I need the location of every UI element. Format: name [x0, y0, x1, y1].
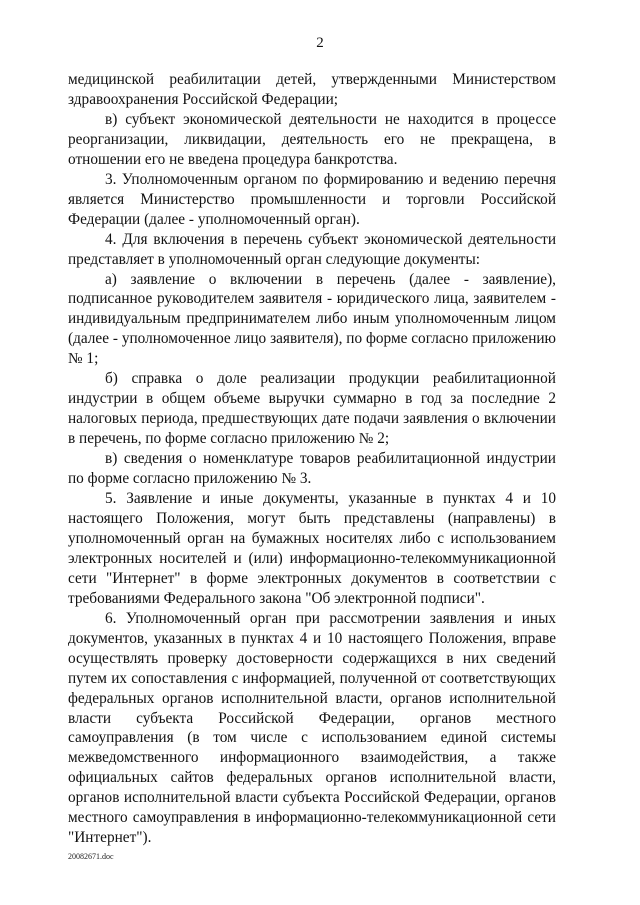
paragraph-continuation: медицинской реабилитации детей, утвержденными Министерством здравоохранения Российской Федерации; [68, 71, 556, 108]
page-number: 2 [316, 35, 324, 51]
paragraph-item-b-certificate: б) справка о доле реализации продукции реабилитационной индустрии в общем объеме выручки суммарно в год за последние 2 налоговых периода, предшествующих дате подачи заявления о включении в перечень, по форме согласно приложению № 2; [68, 370, 556, 448]
paragraph-clause-5: 5. Заявление и иные документы, указанные в пунктах 4 и 10 настоящего Положения, могут быть представлены (направлены) в уполномоченный орган на бумажных носителях либо с использованием электронных носителей и (или) информационно-телекоммуникационной сети "Интернет" в форме электронных документов в соответствии с требованиями Федерального закона "Об электронной подписи". [68, 490, 556, 607]
footer-file-code: 20082671.doc [68, 852, 114, 861]
paragraph-item-v-status: в) субъект экономической деятельности не находится в процессе реорганизации, ликвидации, деятельность его не прекращена, в отношении его не введена процедура банкротства. [68, 110, 556, 168]
paragraph-item-a-application: а) заявление о включении в перечень (далее - заявление), подписанное руководителем заявителя - юридического лица, заявителем - индивидуальным предпринимателем либо иным уполномоченным лицом (далее - уполномоченное лицо заявителя), по форме согласно приложению № 1; [68, 270, 556, 368]
paragraph-clause-6: 6. Уполномоченный орган при рассмотрении заявления и иных документов, указанных в пунктах 4 и 10 настоящего Положения, вправе осуществлять проверку достоверности содержащихся в них сведений путем их сопоставления с информацией, полученной от соответствующих федеральных органов исполнительной власти, органов исполнительной власти субъекта Российской Федерации, органов местного самоуправления (в том числе с использованием единой системы межведомственного информационного взаимодействия, а также официальных сайтов федеральных органов исполнительной власти, органов исполнительной власти субъекта Российской Федерации, органов местного самоуправления в информационно-телекоммуникационной сети "Интернет"). [68, 609, 556, 847]
paragraph-clause-3: 3. Уполномоченным органом по формированию и ведению перечня является Министерство промышленности и торговли Российской Федерации (далее - уполномоченный орган). [68, 170, 556, 228]
paragraph-item-v-nomenclature: в) сведения о номенклатуре товаров реабилитационной индустрии по форме согласно приложению № 3. [68, 450, 556, 488]
paragraph-clause-4: 4. Для включения в перечень субъект экономической деятельности представляет в уполномоченный орган следующие документы: [68, 230, 556, 268]
document-body [68, 70, 556, 848]
